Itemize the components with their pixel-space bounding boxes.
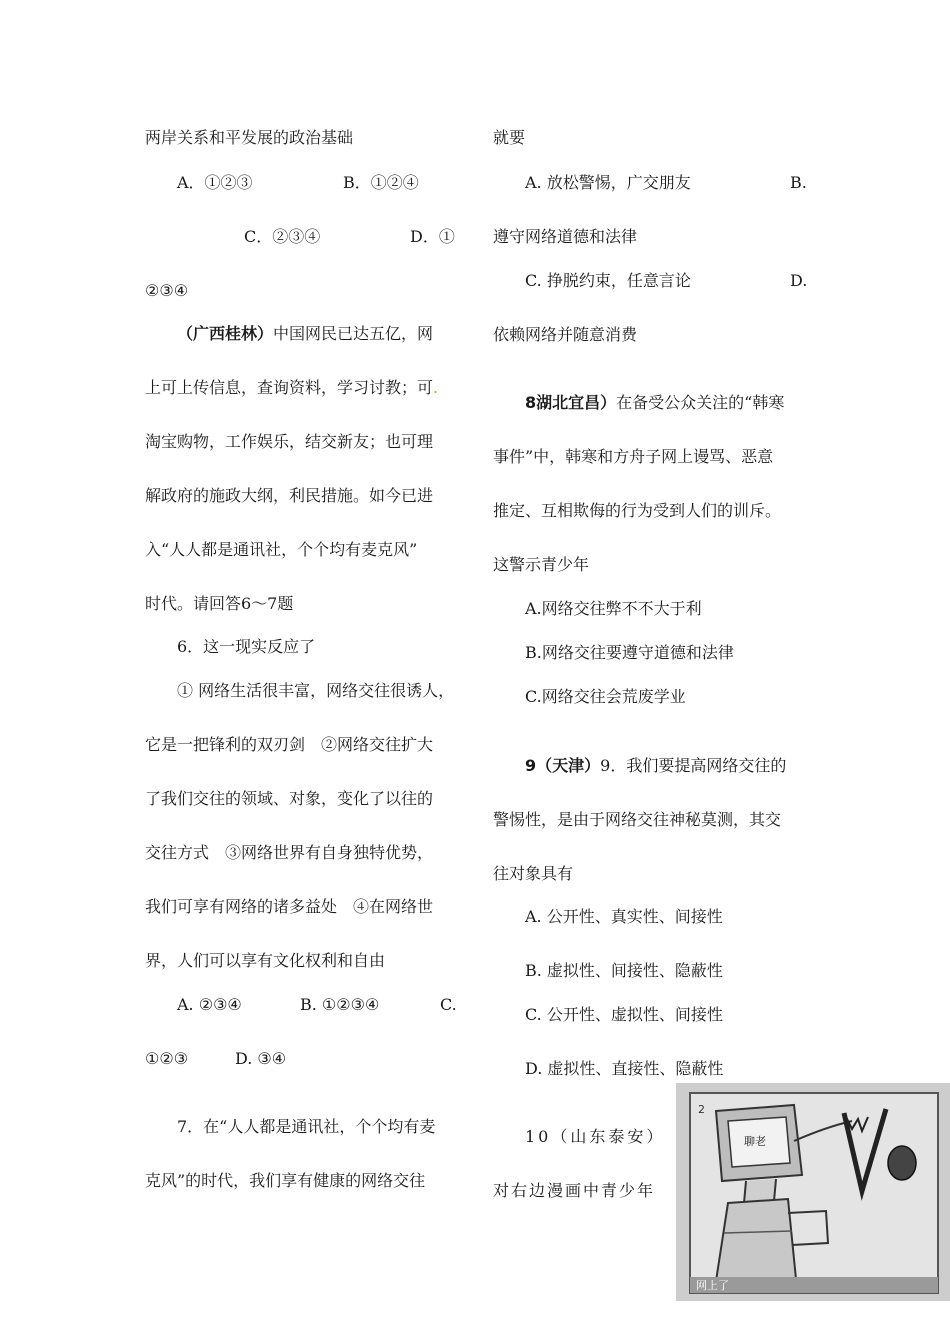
text-line: 推定、互相欺侮的行为受到人们的训斥。	[493, 501, 782, 520]
text-line: 我们可享有网络的诸多益处 ④在网络世	[145, 897, 434, 916]
cartoon-caption: 网上了	[696, 1279, 729, 1292]
text-line: 解政府的施政大纲，利民措施。如今已进	[145, 486, 434, 505]
text-line	[525, 755, 786, 777]
option-d: D．①	[410, 227, 455, 246]
option-a: A. 放松警惕，广交朋友	[525, 173, 691, 192]
text-line: 时代。请回答6～7题	[145, 594, 294, 613]
text-line	[525, 392, 784, 414]
option-b: B．①②④	[343, 173, 419, 192]
stone-icon	[888, 1146, 916, 1180]
question-stem: 6．这一现实反应了	[177, 637, 316, 656]
text-line: 往对象具有	[493, 864, 574, 883]
option-b: B.	[790, 173, 807, 192]
text-line: 警惕性，是由于网络交往神秘莫测，其交	[493, 810, 782, 829]
option-a: A. 公开性、真实性、间接性	[525, 907, 723, 926]
option-d-continued: ②③④	[145, 281, 189, 300]
text-line: 这警示青少年	[493, 555, 590, 574]
option-d-continued: 依赖网络并随意消费	[493, 325, 638, 344]
text-line: 克风”的时代，我们享有健康的网络交往	[145, 1171, 426, 1190]
text-line: 它是一把锋利的双刃剑 ②网络交往扩大	[145, 735, 434, 754]
text-line	[145, 377, 438, 399]
text-line: 交往方式 ③网络世界有自身独特优势，	[145, 843, 434, 862]
option-a: A.网络交往弊不不大于利	[525, 599, 702, 618]
option-b: B. 虚拟性、间接性、隐蔽性	[525, 961, 723, 980]
text-line: 10（山东泰安）	[525, 1127, 666, 1146]
option-a: A．①②③	[177, 173, 253, 192]
source-tag: 9（天津）	[525, 756, 601, 775]
option-a: A. ②③④	[177, 995, 242, 1014]
text-segment: 在备受公众关注的“韩寒	[616, 393, 785, 412]
text-line: ① 网络生活很丰富，网络交往很诱人，	[177, 681, 455, 700]
option-b-continued: 遵守网络道德和法律	[493, 227, 638, 246]
cartoon-number: 2	[698, 1103, 705, 1116]
text-segment: 中国网民已达五亿，网	[273, 324, 434, 343]
text-line: 了我们交往的领域、对象，变化了以往的	[145, 789, 434, 808]
text-line: 入“人人都是通讯社，个个均有麦克风”	[145, 540, 418, 559]
cartoon-drawing	[676, 1083, 950, 1301]
body-shape	[716, 1199, 796, 1281]
text-line	[177, 323, 433, 345]
option-b: B. ①②③④	[300, 995, 380, 1014]
text-segment: 上可上传信息，查询资料，学习讨教；可	[145, 378, 434, 397]
option-c: C.	[440, 995, 457, 1014]
option-c: C. 公开性、虚拟性、间接性	[525, 1005, 723, 1024]
option-d: D.	[790, 271, 808, 290]
option-d: D. 虚拟性、直接性、隐蔽性	[525, 1059, 724, 1078]
text-line: 界，人们可以享有文化权利和自由	[145, 951, 386, 970]
source-tag: （广西桂林）	[177, 324, 274, 343]
text-line: 对右边漫画中青少年	[493, 1181, 656, 1200]
option-b: B.网络交往要遵守道德和法律	[525, 643, 734, 662]
text-line: 淘宝购物，工作娱乐，结交新友；也可理	[145, 432, 434, 451]
source-tag: 8湖北宜昌）	[525, 393, 617, 412]
text-line: 就要	[493, 128, 526, 147]
text-segment: 9．我们要提高网络交往的	[600, 756, 787, 775]
text-line: 7．在“人人都是通讯社，个个均有麦	[177, 1117, 436, 1136]
option-c: C．②③④	[244, 227, 321, 246]
option-c: C. 挣脱约束，任意言论	[525, 271, 691, 290]
dot-mark: .	[433, 378, 439, 397]
cartoon-image	[676, 1083, 950, 1301]
text-line: 事件”中，韩寒和方舟子网上谩骂、恶意	[493, 447, 774, 466]
option-d: D. ③④	[235, 1049, 287, 1068]
option-c-continued: ①②③	[145, 1049, 189, 1068]
screen-label: 聊老	[744, 1135, 766, 1148]
text-line: 两岸关系和平发展的政治基础	[145, 128, 354, 147]
option-c: C.网络交往会荒废学业	[525, 687, 686, 706]
